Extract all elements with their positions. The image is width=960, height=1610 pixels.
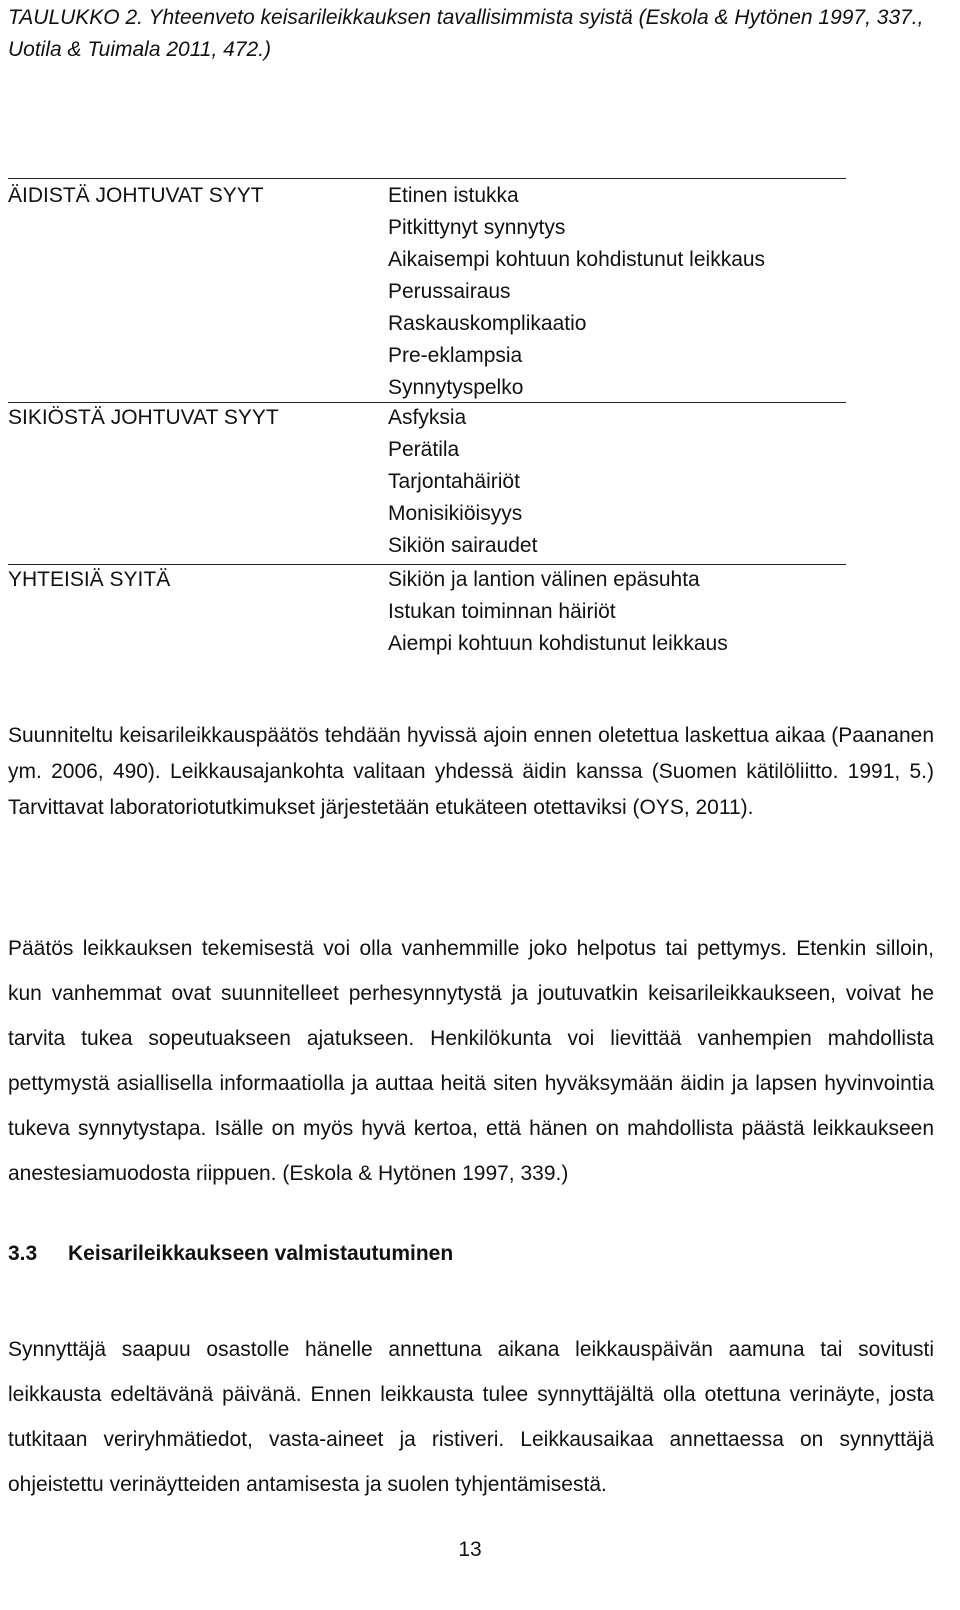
- list-item: Aikaisempi kohtuun kohdistunut leikkaus: [388, 248, 766, 271]
- list-item: Perätila: [388, 438, 460, 461]
- group-label: YHTEISIÄ SYITÄ: [8, 568, 171, 591]
- list-item: Sikiön sairaudet: [388, 534, 538, 557]
- section-title: Keisarileikkaukseen valmistautuminen: [68, 1242, 454, 1265]
- list-item: Tarjontahäiriöt: [388, 470, 520, 493]
- list-item: Monisikiöisyys: [388, 502, 523, 525]
- group-items: [388, 180, 765, 404]
- list-item: Pre-eklampsia: [388, 344, 523, 367]
- table-caption: TAULUKKO 2. Yhteenveto keisarileikkauksen tavallisimmista syistä (Eskola & Hytönen 1997, 337., Uotila & Tuimala 2011, 472.): [8, 6, 924, 61]
- group-items: [388, 402, 537, 562]
- section-number: 3.3: [8, 1242, 38, 1265]
- table-rule-top: [8, 178, 846, 179]
- list-item: Sikiön ja lantion välinen epäsuhta: [388, 568, 700, 591]
- section-heading: [8, 1242, 453, 1266]
- group-label: ÄIDISTÄ JOHTUVAT SYYT: [8, 184, 264, 207]
- paragraph-planned-cesarean: Suunniteltu keisarileikkauspäätös tehdään hyvissä ajoin ennen oletettua laskettua aikaa (Paananen ym. 2006, 490). Leikkausajankohta valitaan yhdessä äidin kanssa (Suomen kätilöliitto. 1991, 5.) Tarvittavat laboratoriotutkimukset järjestetään etukäteen otettaviksi (OYS, 2011).: [8, 724, 934, 819]
- list-item: Raskauskomplikaatio: [388, 312, 587, 335]
- list-item: Istukan toiminnan häiriöt: [388, 600, 616, 623]
- list-item: Synnytyspelko: [388, 376, 524, 399]
- list-item: Asfyksia: [388, 406, 467, 429]
- page-number: 13: [458, 1538, 482, 1561]
- list-item: Perussairaus: [388, 280, 511, 303]
- group-items: [388, 564, 728, 660]
- paragraph-preparation: Synnyttäjä saapuu osastolle hänelle annettuna aikana leikkauspäivän aamuna tai sovitusti leikkausta edeltävänä päivänä. Ennen leikkausta tulee synnyttäjältä olla otettuna verinäyte, josta tutkitaan veriryhmätiedot, vasta-aineet ja ristiveri. Leikkausaikaa annettaessa on synnyttäjä ohjeistettu verinäytteiden antamisesta ja suolen tyhjentämisestä.: [8, 1338, 934, 1496]
- paragraph-parents-reaction: Päätös leikkauksen tekemisestä voi olla vanhemmille joko helpotus tai pettymys. Etenkin silloin, kun vanhemmat ovat suunnitelleet perhesynnytystä ja joutuvatkin keisarileikkaukseen, voivat he tarvita tukea sopeutuakseen ajatukseen. Henkilökunta voi lievittää vanhempien mahdollista pettymystä asiallisella informaatiolla ja auttaa heitä siten hyväksymään äidin ja lapsen hyvinvointia tukeva synnytystapa. Isälle on myös hyvä kertoa, että hänen on mahdollista päästä leikkaukseen anestesiamuodosta riippuen. (Eskola & Hytönen 1997, 339.): [8, 937, 934, 1185]
- list-item: Etinen istukka: [388, 184, 519, 207]
- list-item: Aiempi kohtuun kohdistunut leikkaus: [388, 632, 728, 655]
- group-label: SIKIÖSTÄ JOHTUVAT SYYT: [8, 406, 279, 429]
- list-item: Pitkittynyt synnytys: [388, 216, 566, 239]
